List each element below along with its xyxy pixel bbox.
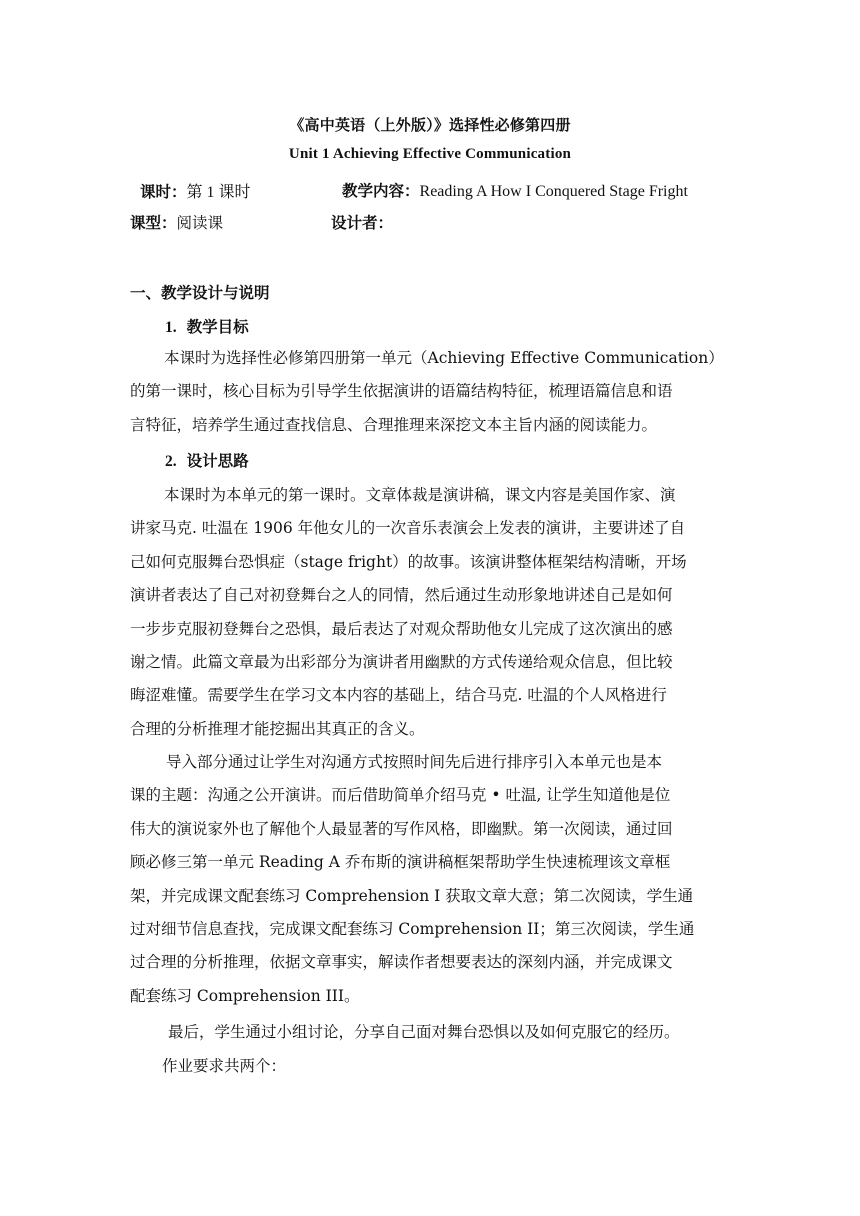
document-title: 《高中英语（上外版）》选择性必修第四册 [289,116,571,134]
paragraph-line: 己如何克服舞台恐惧症（stage fright）的故事。该演讲整体框架结构清晰，开场 [130,552,687,571]
paragraph-line: 过合理的分析推理，依据文章事实，解读作者想要表达的深刻内涵，并完成课文 [130,953,673,972]
subheading-title: 教学目标 [186,317,249,336]
paragraph-line: 的第一课时，核心目标为引导学生依据演讲的语篇结构特征，梳理语篇信息和语 [130,382,673,401]
paragraph-line: 晦涩难懂。需要学生在学习文本内容的基础上，结合马克. 吐温的个人风格进行 [130,686,667,705]
lesson-label: 课时： [140,182,187,201]
design-paragraph [130,479,730,746]
homework-paragraph [130,1050,730,1083]
subheading-number: 2. [165,453,177,470]
paragraph-line: 讲家马克. 吐温在 1906 年他女儿的一次音乐表演会上发表的演讲，主要讲述了自 [130,519,686,538]
intro-paragraph [130,746,730,1013]
paragraph-line: 合理的分析推理才能挖掘出其真正的含义。 [130,719,425,738]
paragraph-line: 架，并完成课文配套练习 Comprehension I 获取文章大意；第二次阅读，学生通 [130,886,694,905]
section-heading: 一、教学设计与说明 [130,283,270,302]
paragraph-line: 一步步克服初登舞台之恐惧，最后表达了对观众帮助他女儿完成了这次演出的感 [130,619,673,638]
content-info [342,179,688,201]
paragraph-line: 课的主题：沟通之公开演讲。而后借助简单介绍马克 • 吐温, 让学生知道他是位 [130,786,671,805]
unit-title: Unit 1 Achieving Effective Communication [288,146,572,162]
paragraph-line: 谢之情。此篇文章最为出彩部分为演讲者用幽默的方式传递给观众信息，但比较 [130,652,673,671]
paragraph-line: 伟大的演说家外也了解他个人最显著的写作风格，即幽默。第一次阅读，通过回 [130,819,673,838]
content-label: 教学内容： [342,181,420,200]
closing-paragraph [130,1016,730,1049]
paragraph-line: 最后，学生通过小组讨论，分享自己面对舞台恐惧以及如何克服它的经历。 [168,1023,680,1041]
subheading-design [165,449,249,471]
content-value: Reading A How I Conquered Stage Fright [419,183,688,200]
paragraph-line: 导入部分通过让学生对沟通方式按照时间先后进行排序引入本单元也是本 [166,753,663,771]
subheading-objectives [165,315,249,337]
subheading-number: 1. [165,319,177,336]
lesson-value: 第 1 课时 [186,184,251,201]
paragraph-line: 言特征，培养学生通过查找信息、合理推理来深挖文本主旨内涵的阅读能力。 [130,415,658,434]
designer-info [331,211,393,233]
type-label: 课型： [130,213,177,232]
type-value: 阅读课 [176,214,224,232]
paragraph-line: 本课时为本单元的第一课时。文章体裁是演讲稿，课文内容是美国作家、演 [164,486,676,504]
objectives-paragraph [130,342,730,442]
paragraph-line: 演讲者表达了自己对初登舞台之人的同情，然后通过生动形象地讲述自己是如何 [130,586,673,605]
type-info [130,211,223,233]
paragraph-line: 配套练习 Comprehension III。 [130,986,360,1005]
subheading-title: 设计思路 [186,451,249,470]
lesson-info [140,179,251,202]
paragraph-line: 顾必修三第一单元 Reading A 乔布斯的演讲稿框架帮助学生快速梳理该文章框 [130,853,671,872]
paragraph-line: 本课时为选择性必修第四册第一单元（Achieving Effective Communication） [164,349,724,367]
designer-label: 设计者： [331,213,394,232]
paragraph-line: 作业要求共两个： [162,1057,287,1075]
paragraph-line: 过对细节信息查找，完成课文配套练习 Comprehension II；第三次阅读，学生通 [130,919,695,938]
